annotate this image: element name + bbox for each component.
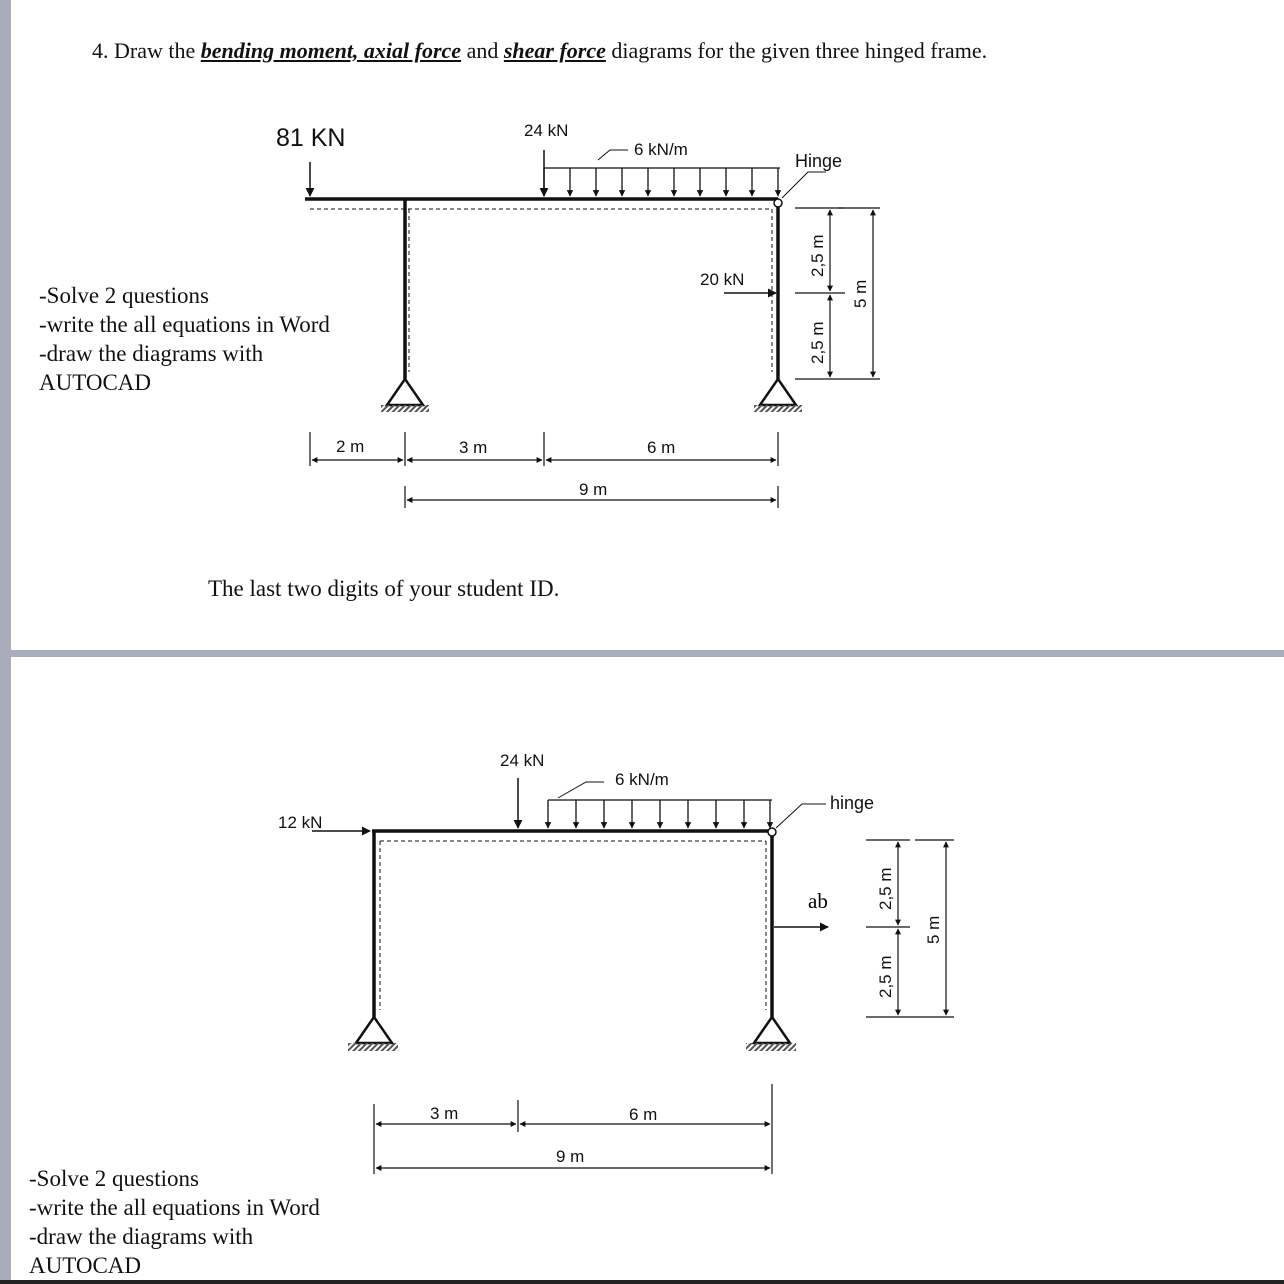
frame1-dim-9m: 9 m <box>579 480 608 499</box>
problem-number: 4. <box>92 38 109 63</box>
bending-axial-emphasis: bending moment, axial force <box>200 38 462 63</box>
frame1-dashed-fibre <box>310 209 772 372</box>
frame2-dim-9m: 9 m <box>556 1147 585 1166</box>
frame2-dim-5m: 5 m <box>924 915 943 944</box>
instruction-line: -write the all equations in Word <box>39 312 330 337</box>
frame2-load-12kn-label: 12 kN <box>278 813 323 832</box>
frame2-udl-leader <box>558 782 604 798</box>
frame1-dim-2-5m-upper: 2,5 m <box>808 234 827 277</box>
instruction-line: -write the all equations in Word <box>29 1195 320 1220</box>
frame2-dim-2-5m-upper: 2,5 m <box>876 867 895 910</box>
frame2-hinge-leader <box>776 804 826 828</box>
instruction-line: -Solve 2 questions <box>39 283 209 308</box>
problem-text-2: and <box>466 38 499 63</box>
student-id-note: The last two digits of your student ID. <box>208 576 560 601</box>
frame1-dim-3m: 3 m <box>459 438 488 457</box>
instruction-line: AUTOCAD <box>39 370 152 395</box>
frame2-dim-2-5m-lower: 2,5 m <box>876 955 895 998</box>
frame2-dim-6m: 6 m <box>629 1105 658 1124</box>
frame1-hinge-label: Hinge <box>795 151 843 171</box>
frame1-load-20kn-label: 20 kN <box>700 270 745 289</box>
frame1-dim-horizontal <box>310 432 778 508</box>
frame2-hinge-node <box>768 828 776 836</box>
frame1-load-81kn-label: 81 KN <box>276 124 346 152</box>
shear-force-emphasis: shear force <box>503 38 606 63</box>
frame1-right-support <box>754 379 802 412</box>
frame2-udl <box>548 800 772 828</box>
instruction-line: -draw the diagrams with <box>39 341 264 366</box>
frame1-udl-label: 6 kN/m <box>634 140 688 159</box>
problem-text-3: diagrams for the given three hinged frame. <box>611 38 988 63</box>
frame1-dim-2-5m-lower: 2,5 m <box>808 321 827 364</box>
frame1-dim-2m: 2 m <box>336 437 365 456</box>
frame1-udl <box>544 168 780 196</box>
frame2-hinge-label: hinge <box>830 793 875 813</box>
frame2-right-support <box>746 1017 796 1051</box>
frame2-left-support <box>348 1017 398 1051</box>
frame2-load-24kn-label: 24 kN <box>500 751 545 770</box>
instruction-line: -Solve 2 questions <box>29 1166 199 1191</box>
frame1-left-support <box>381 379 429 412</box>
frame1-dim-6m: 6 m <box>647 438 676 457</box>
frame2-dashed-fibre <box>380 841 766 1010</box>
frame1-load-24kn-label: 24 kN <box>524 121 569 140</box>
frame-1 <box>305 150 880 508</box>
frame2-udl-label: 6 kN/m <box>615 770 669 789</box>
frame2-dim-3m: 3 m <box>430 1104 459 1123</box>
instruction-line: -draw the diagrams with <box>29 1224 254 1249</box>
frame1-udl-leader <box>598 150 628 160</box>
frame1-hinge-node <box>774 199 782 207</box>
frame2-load-ab-label: ab <box>808 889 828 913</box>
frame1-dim-5m: 5 m <box>851 279 870 308</box>
instruction-line: AUTOCAD <box>29 1253 142 1278</box>
frame1-hinge-leader <box>782 172 826 198</box>
problem-text-1: Draw the <box>114 38 196 63</box>
